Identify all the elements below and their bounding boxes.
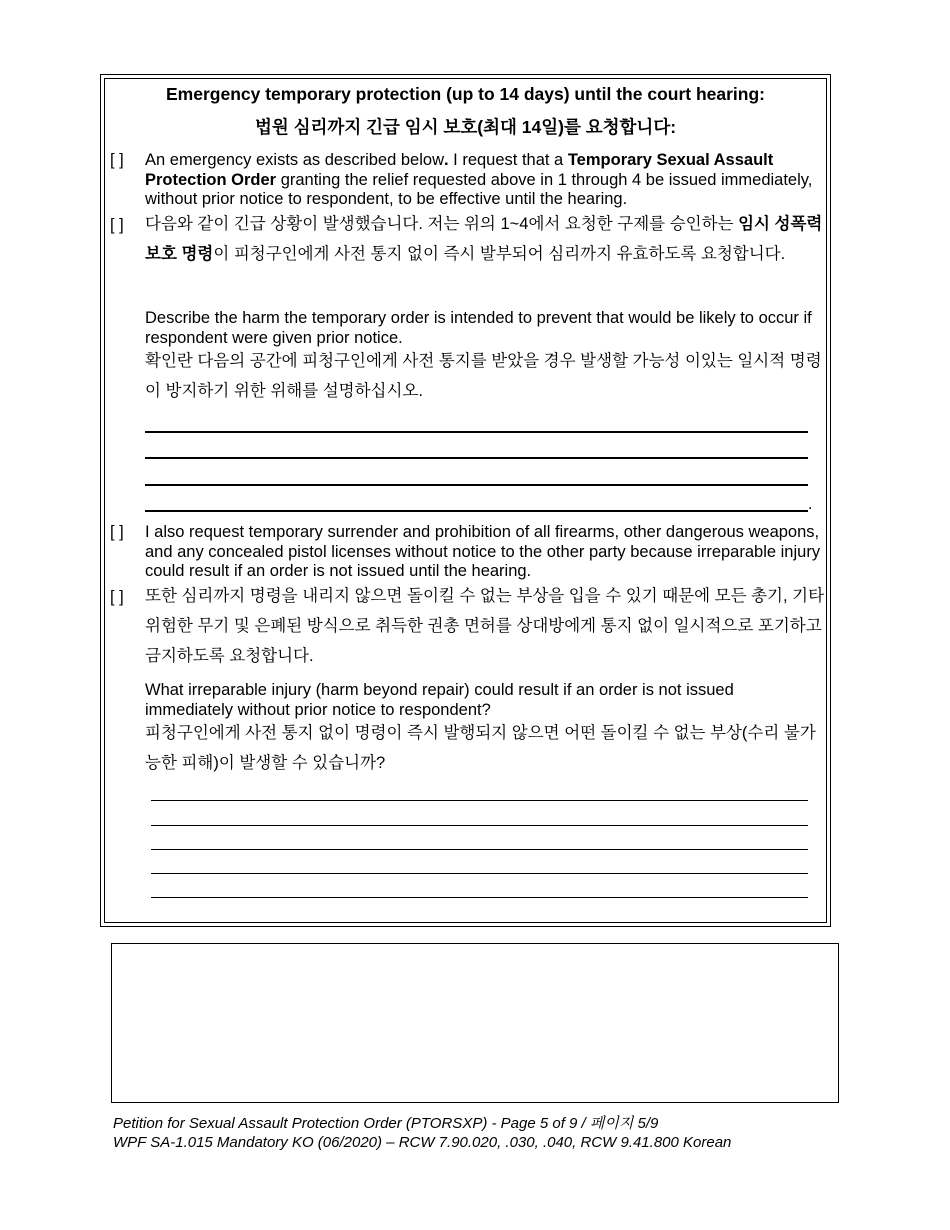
harm-answer-line[interactable]	[145, 510, 808, 512]
irreparable-injury-question-ko: 피청구인에게 사전 통지 없이 명령이 즉시 발행되지 않으면 어떤 돌이킬 수 없는 부상(수리 불가능한 피해)이 발생할 수 있습니까?	[145, 724, 816, 772]
describe-harm-en: Describe the harm the temporary order is intended to prevent that would be likely to occur if respondent were given prior notice.	[145, 309, 812, 347]
injury-answer-line[interactable]	[151, 897, 808, 898]
emergency-request-en: An emergency exists as described below. I request that a Temporary Sexual Assault Protection Order granting the relief requested above in 1 through 4 be issued immediately, without prior notice to respondent, to be effective until the hearing.	[145, 151, 813, 208]
emergency-request-ko: 다음와 같이 긴급 상황이 발생했습니다. 저는 위의 1~4에서 요청한 구제를 승인하는 임시 성폭력 보호 명령이 피청구인에게 사전 통지 없이 즉시 발부되어 심리까지 유효하도록 요청합니다.	[145, 215, 823, 263]
harm-answer-line[interactable]	[145, 431, 808, 433]
describe-harm-ko: 확인란 다음의 공간에 피청구인에게 사전 통지를 받았을 경우 발생할 가능성 이있는 일시적 명령이 방지하기 위한 위해를 설명하십시오.	[145, 352, 822, 400]
harm-answer-line[interactable]	[145, 484, 808, 486]
irreparable-injury-question-en: What irreparable injury (harm beyond repair) could result if an order is not issued immediately without prior notice to respondent?	[145, 681, 734, 719]
checkbox-emergency-ko[interactable]: [ ]	[110, 216, 124, 234]
harm-answer-end-period: .	[808, 496, 813, 513]
blank-notes-box	[111, 943, 839, 1103]
injury-answer-line[interactable]	[151, 873, 808, 874]
injury-answer-line[interactable]	[151, 849, 808, 850]
injury-answer-line[interactable]	[151, 825, 808, 826]
section-title-ko: 법원 심리까지 긴급 임시 보호(최대 14일)를 요청합니다:	[254, 117, 677, 137]
footer-form-reference: WPF SA-1.015 Mandatory KO (06/2020) – RCW 7.90.020, .030, .040, RCW 9.41.800 Korean	[113, 1134, 732, 1151]
injury-answer-line[interactable]	[151, 800, 808, 801]
firearms-request-en: I also request temporary surrender and prohibition of all firearms, other dangerous weapons, and any concealed pistol licenses without notice to the other party because irreparable injury could result if an order is not issued until the hearing.	[145, 523, 821, 580]
firearms-request-ko: 또한 심리까지 명령을 내리지 않으면 돌이킬 수 없는 부상을 입을 수 있기 때문에 모든 총기, 기타 위험한 무기 및 은폐된 방식으로 취득한 권총 면허를 상대방에게 통지 없이 일시적으로 포기하고 금지하도록 요청합니다.	[145, 587, 825, 665]
harm-answer-line[interactable]	[145, 457, 808, 459]
checkbox-firearms-ko[interactable]: [ ]	[110, 588, 124, 606]
checkbox-emergency-en[interactable]: [ ]	[110, 151, 124, 169]
footer-form-title: Petition for Sexual Assault Protection Order (PTORSXP) - Page 5 of 9 / 페이지 5/9	[113, 1115, 659, 1132]
checkbox-firearms-en[interactable]: [ ]	[110, 523, 124, 541]
section-title-en: Emergency temporary protection (up to 14 days) until the court hearing:	[166, 84, 765, 104]
